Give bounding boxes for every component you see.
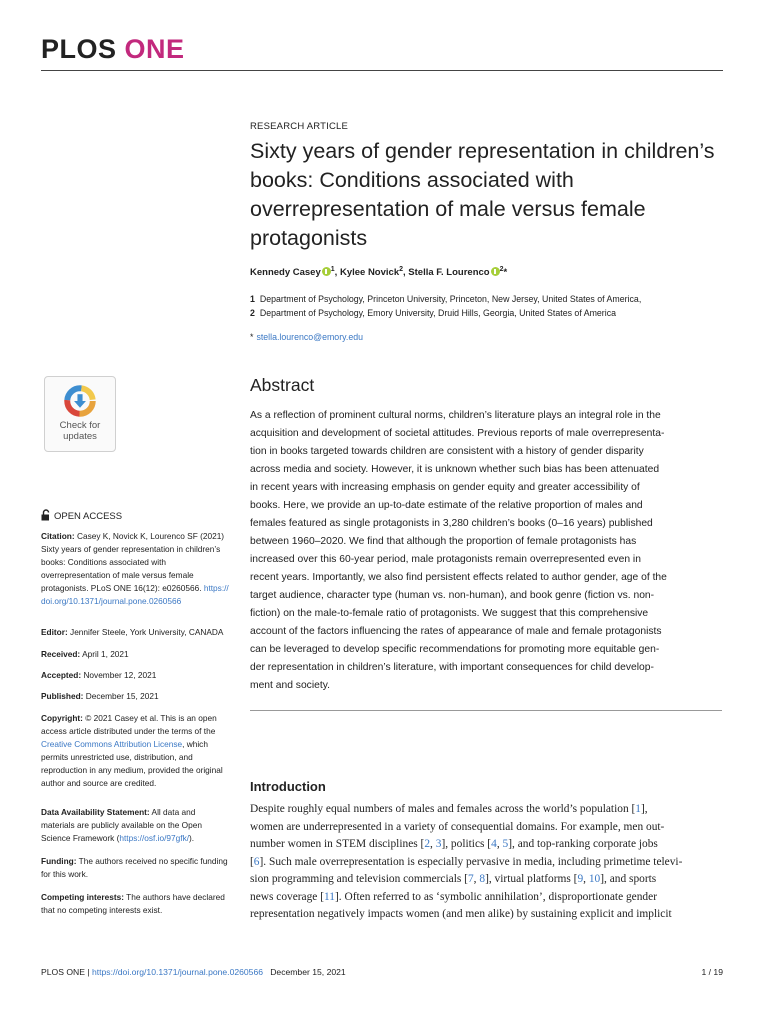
abstract-line: tion in books targeted towards children are consistent with a history of gender disparity [250,446,644,457]
data-availability-block [41,806,231,845]
citation-label: Citation: [41,531,75,541]
affiliation-item [250,306,722,320]
corresponding-email [250,332,722,342]
email-link[interactable]: stella.lourenco@emory.edu [256,332,364,342]
abstract-line: der representation in children’s literature, with important consequences for child develop- [250,662,654,673]
reference-link[interactable]: 7 [467,873,474,885]
footer-separator: | [84,967,92,977]
intro-line: sion programming and television commercials [7, 8], virtual platforms [9, 10], and sports [250,873,657,885]
intro-line [250,801,722,819]
intro-text: ]. Often referred to as ‘symbolic annihilation’, disproportionate gender [334,890,657,903]
received-block [41,648,231,661]
intro-text: ], [641,803,648,815]
author-name[interactable]: Kennedy Casey [250,267,321,279]
affiliation-text: Department of Psychology, Emory University, Druid Hills, Georgia, United States of America [259,308,616,318]
received-text: April 1, 2021 [82,649,129,659]
data-availability-text: All data and materials are publicly available on the Open Science Framework ( [41,807,202,843]
article-title: Sixty years of gender representation in children’s books: Conditions associated with overrepresentation of male versus female protagonists [250,139,715,250]
abstract-line: acquisition and development of societal attitudes. Previous reports of male overrepresenta- [250,428,665,439]
reference-link[interactable]: 9 [577,873,584,885]
updates-icon [63,384,97,418]
open-lock-icon [41,509,51,521]
intro-text: ]. Such male overrepresentation is especially pervasive in media, including primetime televi- [259,855,683,868]
funding-text: The authors received no specific funding for this work. [41,856,228,879]
intro-text: ], politics [ [441,838,492,850]
intro-text: number women in STEM disciplines [ [250,838,425,850]
affiliations [250,292,722,320]
reference-link[interactable]: 11 [324,890,335,903]
introduction-heading: Introduction [250,779,326,794]
editor-label: Editor: [41,627,68,637]
abstract-line: books. Here, we provide an up-to-date estimate of the relative proportion of males and [250,500,643,511]
intro-line: number women in STEM disciplines [2, 3], politics [4, 5], and top-ranking corporate jobs [250,838,658,850]
editor-block [41,626,231,639]
competing-interests-text: The authors have declared that no competing interests exist. [41,892,225,915]
intro-text: Despite roughly equal numbers of males and females across the world’s population [ [250,803,636,815]
author-affil-sup: 2 [399,266,404,273]
competing-interests-block [41,891,231,917]
intro-line [250,889,722,907]
citation-doi-link[interactable]: https://doi.org/10.1371/journal.pone.0260566 [41,583,229,606]
affiliation-number: 1 [250,294,255,304]
accepted-label: Accepted: [41,670,82,680]
accepted-block [41,669,231,682]
affiliation-text: Department of Psychology, Princeton University, Princeton, New Jersey, United States of America, [259,294,642,304]
header-rule [41,70,723,71]
competing-interests-label: Competing interests: [41,892,124,902]
abstract-line: across media and society. However, it is unknown whether such bias has been attenuated [250,464,660,475]
page-number: 1 / 19 [701,967,723,977]
data-availability-label: Data Availability Statement: [41,807,150,817]
intro-line: representation negatively impacts women (and men alike) by sustaining explicit and implicit [250,908,672,920]
copyright-text: © 2021 Casey et al. This is an open access article distributed under the terms of the [41,713,217,736]
abstract-line: As a reflection of prominent cultural norms, children’s literature plays an integral role in the [250,410,661,421]
intro-text: ], and top-ranking corporate jobs [508,838,658,850]
reference-link[interactable]: 2 [424,838,431,850]
intro-text: ], and sports [600,873,657,885]
intro-text: ], virtual platforms [ [485,873,578,885]
orcid-icon[interactable] [322,267,331,276]
page-footer [41,967,723,977]
open-access-label [41,509,231,522]
published-label: Published: [41,691,84,701]
footer-date: December 15, 2021 [270,967,346,977]
footer-journal: PLOS ONE [41,967,85,977]
footer-doi-link[interactable]: https://doi.org/10.1371/journal.pone.0260566 [91,967,264,977]
abstract-line: recent years. Importantly, we also find persistent effects related to author gender, age of the [250,572,667,583]
abstract-line: target audience, character type (human vs. non-human), and book genre (fiction vs. non- [250,590,655,601]
citation-block [41,530,231,608]
intro-text: sion programming and television commercials [ [250,873,468,885]
abstract-line: fiction) on the male-to-female ratio of protagonists. We suggest that this comprehensive [250,608,649,619]
abstract-line: in recent years with increasing emphasis on gender equity and greater accessibility of [250,482,640,493]
badge-label: Check for updates [59,420,101,442]
data-availability-text: ). [189,833,195,843]
email-mark: * [250,332,254,342]
license-link[interactable]: Creative Commons Attribution License [41,739,183,749]
citation-text: Casey K, Novick K, Lourenco SF (2021) Sixty years of gender representation in children’s books: Conditions associated with overrepresentation of male versus female protagonists. PLoS ONE 16(12): e0260566. [41,531,225,593]
copyright-block [41,712,231,790]
editor-text: Jennifer Steele, York University, CANADA [70,627,224,637]
reference-link[interactable]: 8 [479,873,486,885]
author-affil-sup: 2 [499,266,504,273]
funding-label: Funding: [41,856,77,866]
reference-link[interactable]: 1 [635,803,641,815]
reference-link[interactable]: 3 [435,838,442,850]
affiliation-number: 2 [250,308,255,318]
abstract-line: between 1960–2020. We find that although the proportion of female protagonists has [250,536,637,547]
author-list: Kennedy Casey $^1$, Kylee Novick$^2$, Stella F. Lourenco $^2$* [250,266,508,279]
reference-link[interactable]: 10 [588,873,601,885]
abstract-line: increased over this 60-year period, male protagonists remain overrepresented even in [250,554,641,565]
author-name[interactable]: Kylee Novick [339,267,400,279]
open-access-text: OPEN ACCESS [54,511,123,522]
accepted-text: November 12, 2021 [83,670,157,680]
reference-link[interactable]: 5 [502,838,509,850]
abstract-line: account of the factors influencing the rates of appearance of male and female protagonists [250,626,662,637]
affiliation-item [250,292,722,306]
published-text: December 15, 2021 [85,691,159,701]
funding-block [41,855,231,881]
corresponding-mark: * [503,267,508,279]
reference-link[interactable]: 6 [253,855,260,868]
logo-plos-text: PLOS [41,34,117,64]
abstract-line: females featured as single protagonists in 3,280 children’s books (0–16 years) published [250,518,653,529]
published-block [41,690,231,703]
introduction-body [250,801,722,924]
intro-line [250,854,722,872]
abstract-heading: Abstract [250,375,315,395]
abstract-body [250,407,722,695]
check-for-updates-badge[interactable] [44,376,116,452]
orcid-icon[interactable] [491,267,500,276]
copyright-label: Copyright: [41,713,83,723]
abstract-line: can be leveraged to develop specific recommendations for promoting more equitable gen- [250,644,660,655]
author-name[interactable]: Stella F. Lourenco [408,267,490,279]
journal-logo[interactable] [41,34,185,65]
intro-text: news coverage [ [250,890,325,903]
copyright-text: , which permits unrestricted use, distribution, and reproduction in any medium, provided the original author and source are credited. [41,739,223,788]
osf-link[interactable]: https://osf.io/97gfk/ [119,833,190,843]
abstract-divider [250,710,722,711]
article-type: RESEARCH ARTICLE [250,121,349,132]
abstract-line: ment and society. [250,680,330,691]
intro-line: women are underrepresented in a variety of consequential domains. For example, men out- [250,820,665,833]
logo-one-text: ONE [116,34,185,64]
author-affil-sup: 1 [330,266,335,273]
reference-link[interactable]: 4 [491,838,497,850]
received-label: Received: [41,649,81,659]
intro-text: [ [250,855,254,868]
